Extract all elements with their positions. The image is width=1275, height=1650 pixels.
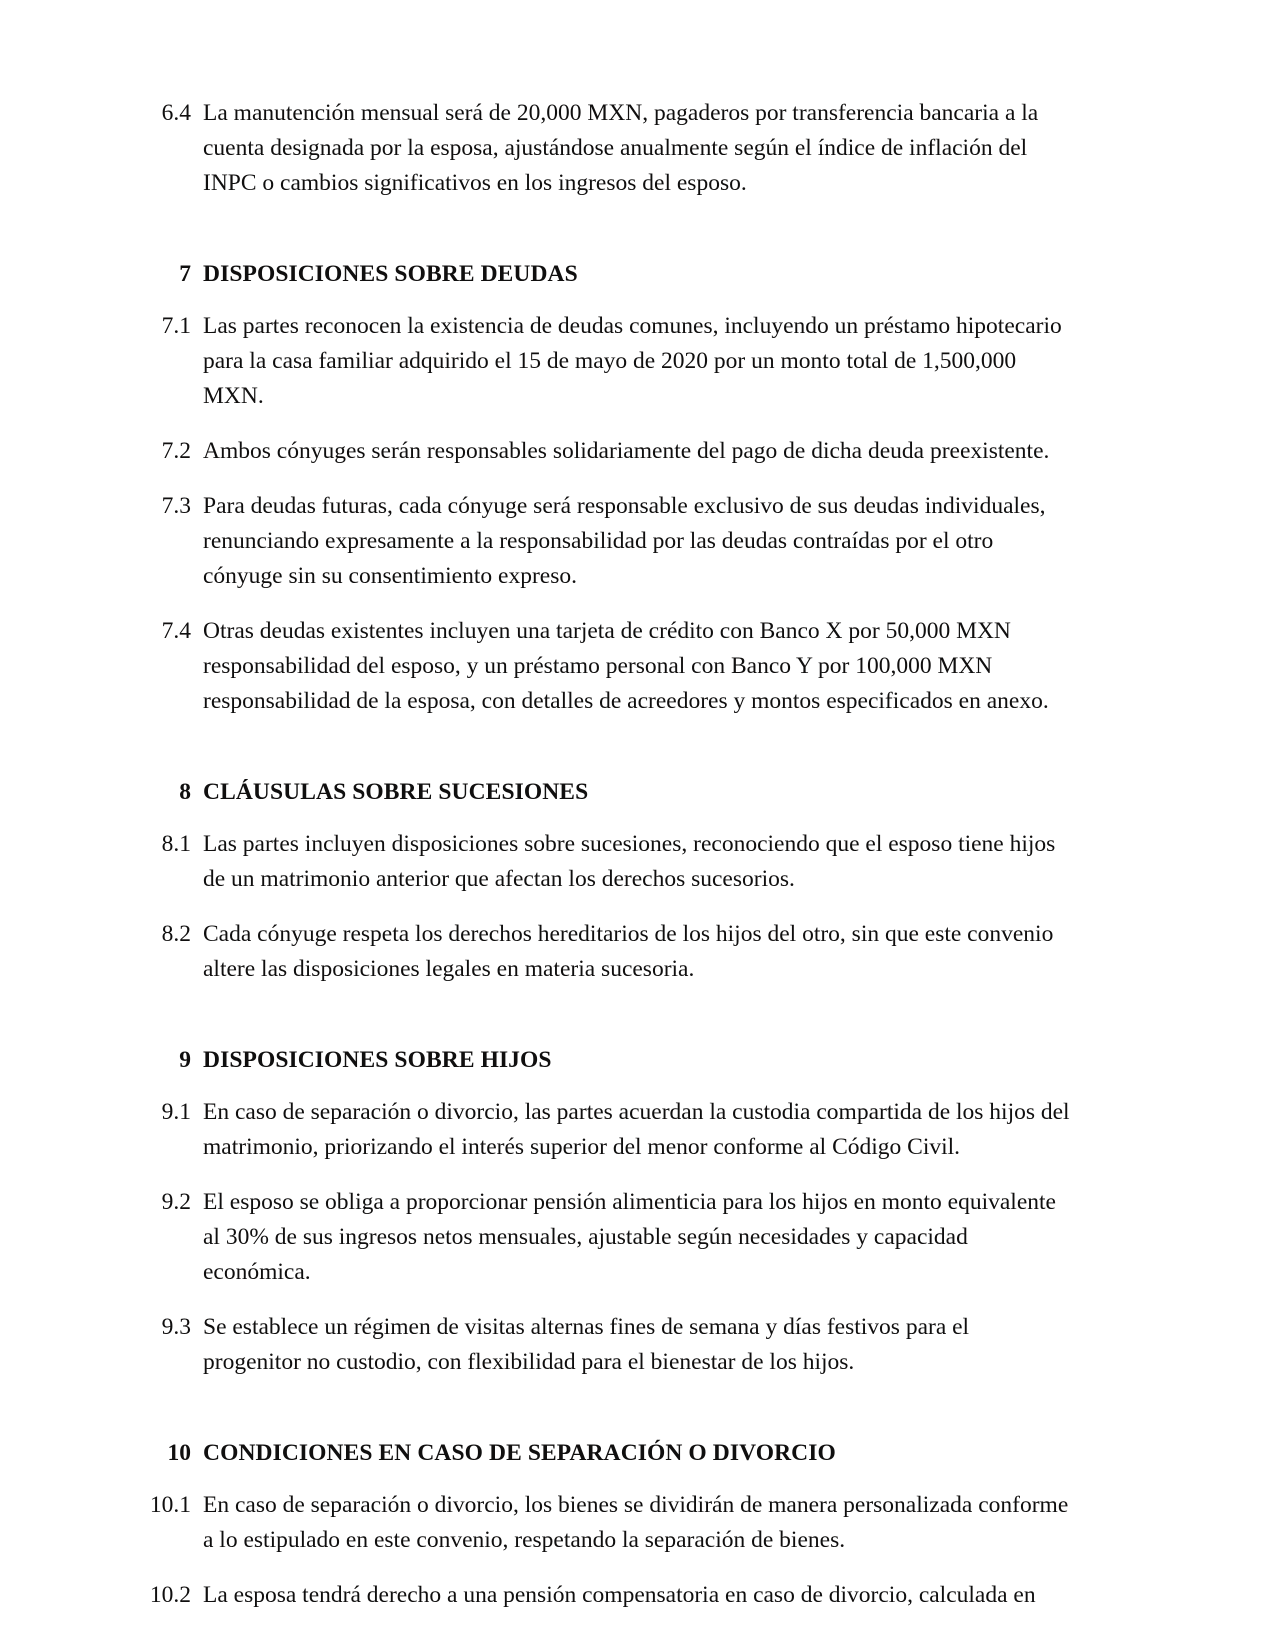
- clause-text: La esposa tendrá derecho a una pensión compensatoria en caso de divorcio, calculada en: [203, 1582, 1036, 1608]
- clause-paragraph: [135, 1185, 1070, 1290]
- clause-text: Otras deudas existentes incluyen una tarjeta de crédito con Banco X por 50,000 MXN responsabilidad del esposo, y un préstamo personal con Banco Y por 100,000 MXN responsabilidad de la esposa, con detalles de acreedores y montos especificados en anexo.: [203, 618, 1049, 714]
- section-title: CLÁUSULAS SOBRE SUCESIONES: [203, 779, 589, 805]
- section-heading: [135, 1043, 1070, 1077]
- clause-text: Ambos cónyuges serán responsables solidariamente del pago de dicha deuda preexistente.: [203, 438, 1050, 464]
- clause-paragraph: [135, 917, 1070, 987]
- section-number: 10: [167, 1440, 191, 1466]
- clause-paragraph: [135, 1578, 1070, 1613]
- clause-number: 6.4: [161, 100, 191, 126]
- clause-text: Las partes reconocen la existencia de deudas comunes, incluyendo un préstamo hipotecario para la casa familiar adquirido el 15 de mayo de 2020 por un monto total de 1,500,000 MXN.: [203, 313, 1062, 409]
- clause-text: La manutención mensual será de 20,000 MXN, pagaderos por transferencia bancaria a la cuenta designada por la esposa, ajustándose anualmente según el índice de inflación del INPC o cambios significativos en los ingresos del esposo.: [203, 100, 1039, 196]
- clause-paragraph: [135, 614, 1070, 719]
- clause-text: Las partes incluyen disposiciones sobre sucesiones, reconociendo que el esposo tiene hijos de un matrimonio anterior que afectan los derechos sucesorios.: [203, 831, 1056, 892]
- section-title: CONDICIONES EN CASO DE SEPARACIÓN O DIVORCIO: [203, 1440, 836, 1466]
- clause-paragraph: [135, 827, 1070, 897]
- clause-text: Cada cónyuge respeta los derechos hereditarios de los hijos del otro, sin que este convenio altere las disposiciones legales en materia sucesoria.: [203, 921, 1054, 982]
- section-heading: [135, 1436, 1070, 1470]
- clause-number: 9.3: [161, 1314, 191, 1340]
- clause-paragraph: [135, 309, 1070, 414]
- document-body: [135, 96, 1070, 1613]
- clause-number: 7.1: [161, 313, 191, 339]
- section-heading: [135, 775, 1070, 809]
- section-number: 8: [179, 779, 191, 805]
- clause-text: Para deudas futuras, cada cónyuge será responsable exclusivo de sus deudas individuales, renunciando expresamente a la responsabilidad por las deudas contraídas por el otro cónyuge sin su consentimiento expreso.: [203, 493, 1046, 589]
- clause-text: El esposo se obliga a proporcionar pensión alimenticia para los hijos en monto equivalente al 30% de sus ingresos netos mensuales, ajustable según necesidades y capacidad económica.: [203, 1189, 1056, 1285]
- clause-number: 10.2: [149, 1582, 191, 1608]
- section-heading: [135, 257, 1070, 291]
- section-title: DISPOSICIONES SOBRE DEUDAS: [203, 261, 578, 287]
- clause-number: 7.3: [161, 493, 191, 519]
- clause-text: En caso de separación o divorcio, las partes acuerdan la custodia compartida de los hijos del matrimonio, priorizando el interés superior del menor conforme al Código Civil.: [203, 1099, 1070, 1160]
- section-number: 9: [179, 1047, 191, 1073]
- clause-paragraph: [135, 489, 1070, 594]
- clause-paragraph: [135, 1310, 1070, 1380]
- section-title: DISPOSICIONES SOBRE HIJOS: [203, 1047, 552, 1073]
- clause-paragraph: [135, 1095, 1070, 1165]
- section-number: 7: [179, 261, 191, 287]
- clause-number: 7.4: [161, 618, 191, 644]
- clause-paragraph: [135, 96, 1070, 201]
- clause-text: Se establece un régimen de visitas alternas fines de semana y días festivos para el progenitor no custodio, con flexibilidad para el bienestar de los hijos.: [203, 1314, 970, 1375]
- clause-number: 9.1: [161, 1099, 191, 1125]
- clause-number: 8.1: [161, 831, 191, 857]
- clause-number: 10.1: [149, 1492, 191, 1518]
- clause-number: 7.2: [161, 438, 191, 464]
- clause-paragraph: [135, 1488, 1070, 1558]
- clause-number: 9.2: [161, 1189, 191, 1215]
- clause-text: En caso de separación o divorcio, los bienes se dividirán de manera personalizada conforme a lo estipulado en este convenio, respetando la separación de bienes.: [203, 1492, 1069, 1553]
- clause-paragraph: [135, 434, 1070, 469]
- clause-number: 8.2: [161, 921, 191, 947]
